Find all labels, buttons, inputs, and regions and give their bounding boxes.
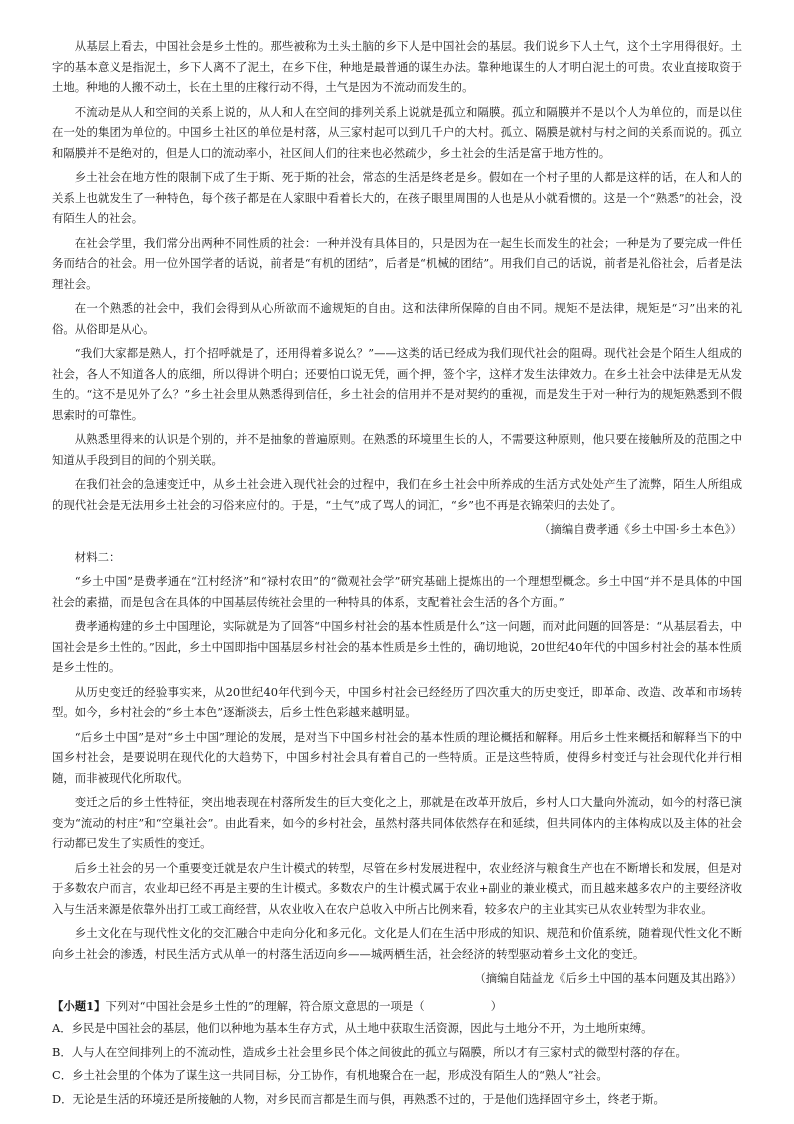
question-close: ） (490, 998, 503, 1013)
question-block (52, 996, 742, 1110)
source-citation: （摘编自陆益龙《后乡土中国的基本问题及其出路》） (474, 971, 742, 985)
paragraph: 在我们社会的急速变迁中，从乡土社会进入现代社会的过程中，我们在乡土社会中所养成的生活方式处处产生了流弊，陌生人所组成的现代社会是无法用乡土社会的习俗来应付的。于是，“土气”成了骂人的词汇，“乡”也不再是衣锦荣归的去处了。 (52, 477, 742, 512)
source-citation: （摘编自费孝通《乡土中国·乡土本色》） (539, 522, 742, 536)
option-b: B．人与人在空间排列上的不流动性，造成乡土社会里乡民个体之间彼此的孤立与隔膜，所以才有三家村式的微型村落的存在。 (52, 1044, 687, 1059)
document-page (52, 36, 742, 1112)
paragraph: 变迁之后的乡土性特征，突出地表现在村落所发生的巨大变化之上，那就是在改革开放后，乡村人口大量向外流动，如今的村落已演变为“流动的村庄”和“空巢社会”。由此看来，如今的乡村社会，虽然村落共同体依然存在和延续，但共同体内的主体构成以及主体的社会行动都已发生了实质性的变迁。 (52, 795, 742, 850)
material-2 (52, 547, 742, 989)
option-d: D．无论是生活的环境还是所接触的人物，对乡民而言都是生而与俱，再熟悉不过的，于是他们选择固守乡土，终老于斯。 (52, 1091, 665, 1106)
paragraph: 在一个熟悉的社会中，我们会得到从心所欲而不逾规矩的自由。这和法律所保障的自由不同。规矩不是法律，规矩是“习”出来的礼俗。从俗即是从心。 (52, 301, 742, 336)
paragraph: 在社会学里，我们常分出两种不同性质的社会：一种并没有具体目的，只是因为在一起生长而发生的社会；一种是为了要完成一件任务而结合的社会。用一位外国学者的话说，前者是“有机的团结”，后者是“机械的团结”。用我们自己的话说，前者是礼俗社会，后者是法理社会。 (52, 235, 742, 291)
question-text: 下列对“中国社会是乡土性的”的理解，符合原文意思的一项是（ (105, 998, 425, 1013)
option-a: A．乡民是中国社会的基层，他们以种地为基本生存方式，从土地中获取生活资源，因此与土地分不开，为土地所束缚。 (52, 1021, 653, 1035)
paragraph: “乡土中国”是费孝通在“江村经济”和“禄村农田”的“微观社会学”研究基础上提炼出的一个理想型概念。乡土中国“并不是具体的中国社会的素描，而是包含在具体的中国基层传统社会里的一种特具的体系，支配着社会生活的各个方面。” (52, 574, 742, 609)
paragraph: 乡土社会在地方性的限制下成了生于斯、死于斯的社会，常态的生活是终老是乡。假如在一个村子里的人都是这样的话，在人和人的关系上也就发生了一种特色，每个孩子都是在人家眼中看着长大的，在孩子眼里周围的人也是从小就看惯的。这是一个“熟悉”的社会，没有陌生人的社会。 (52, 170, 742, 225)
paragraph: 不流动是从人和空间的关系上说的，从人和人在空间的排列关系上说就是孤立和隔膜。孤立和隔膜并不是以个人为单位的，而是以住在一处的集团为单位的。中国乡土社区的单位是村落，从三家村起可以到几千户的大村。孤立、隔膜是就村与村之间的关系而说的。孤立和隔膜并不是绝对的，但是人口的流动率小，社区间人们的往来也必然疏少，乡土社会的生活是富于地方性的。 (52, 104, 742, 160)
option-c: C．乡土社会里的个体为了谋生这一共同目标，分工协作，有机地聚合在一起，形成没有陌生人的“熟人”社会。 (52, 1068, 608, 1082)
material-heading: 材料二： (74, 549, 121, 564)
paragraph: “我们大家都是熟人，打个招呼就是了，还用得着多说么？”——这类的话已经成为我们现代社会的阻碍。现代社会是个陌生人组成的社会，各人不知道各人的底细，所以得讲个明白；还要怕口说无凭，画个押，签个字，这样才发生法律效力。在乡土社会中法律是无从发生的。“这不是见外了么？”乡土社会里从熟悉得到信任，乡土社会的信用并不是对契约的重视，而是发生于对一种行为的规矩熟悉到不假思索时的可靠性。 (52, 346, 742, 422)
paragraph: 从熟悉里得来的认识是个别的，并不是抽象的普遍原则。在熟悉的环境里生长的人，不需要这种原则，他只要在接触所及的范围之中知道从手段到目的间的个别关联。 (52, 432, 742, 467)
paragraph: 从历史变迁的经验事实来，从20世纪40年代到今天，中国乡村社会已经经历了四次重大的历史变迁，即革命、改造、改革和市场转型。如今，乡村社会的“乡土本色”逐渐淡去，后乡土性色彩越来越明显。 (52, 684, 742, 719)
material-1 (52, 36, 742, 540)
paragraph: 乡土文化在与现代性文化的交汇融合中走向分化和多元化。文化是人们在生活中形成的知识、规范和价值系统，随着现代性文化不断向乡土社会的渗透，村民生活方式从单一的村落生活迈向乡——城两栖生活，社会经济的转型驱动着乡土文化的变迁。 (52, 926, 742, 961)
question-stem (52, 996, 742, 1017)
question-number: 【小题1】 (52, 998, 106, 1013)
paragraph: “后乡土中国”是对“乡土中国”理论的发展，是对当下中国乡村社会的基本性质的理论概括和解释。用后乡土性来概括和解释当下的中国乡村社会，是要说明在现代化的大趋势下，中国乡村社会具有着自己的一些特质。正是这些特质，使得乡村变迁与社会现代化并行相随，而非被现代化所取代。 (52, 729, 742, 785)
paragraph: 从基层上看去，中国社会是乡土性的。那些被称为土头土脑的乡下人是中国社会的基层。我们说乡下人土气，这个土字用得很好。土字的基本意义是指泥土，乡下人离不了泥土，在乡下住，种地是最普通的谋生办法。靠种地谋生的人才明白泥土的可贵。农业直接取资于土地。种地的人搬不动土，长在土里的庄稼行动不得，土气是因为不流动而发生的。 (52, 39, 742, 94)
paragraph: 费孝通构建的乡土中国理论，实际就是为了回答“中国乡村社会的基本性质是什么”这一问题，而对此问题的回答是：“从基层看去，中国社会是乡土性的。”因此，乡土中国即指中国基层乡村社会的基本性质是乡土性的，确切地说，20世纪40年代的中国乡村社会的基本性质是乡土性的。 (52, 619, 742, 674)
paragraph: 后乡土社会的另一个重要变迁就是农户生计模式的转型，尽管在乡村发展进程中，农业经济与粮食生产也在不断增长和发展，但是对于多数农户而言，农业却已经不再是主要的生计模式。多数农户的生计模式属于农业+副业的兼业模式，而且越来越多农户的主要经济收入与生活来源是依靠外出打工或工商经营，从农业收入在农户总收入中所占比例来看，较多农户的主业其实已从农业转型为非农业。 (52, 860, 742, 916)
